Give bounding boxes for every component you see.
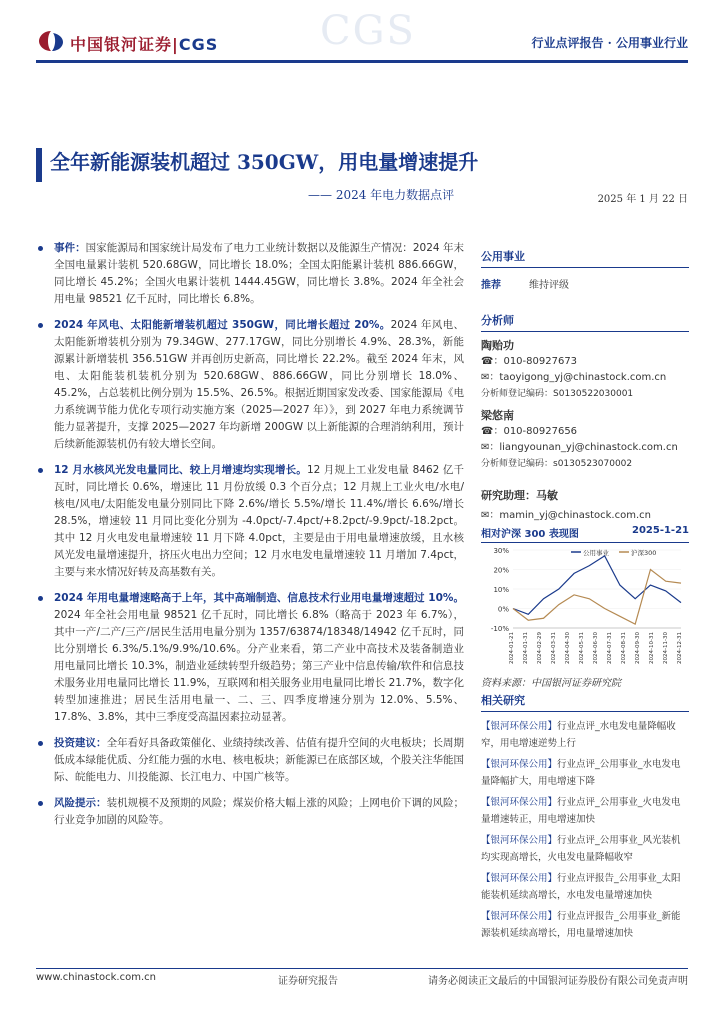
related-tag: 【银河环保公用】 bbox=[481, 759, 558, 770]
rating-label: 推荐 bbox=[481, 280, 501, 291]
chart-x-tick-label: 2024-06-30 bbox=[593, 632, 599, 664]
relative-performance-chart bbox=[481, 542, 689, 670]
chart-x-tick-label: 2024-05-31 bbox=[579, 632, 585, 664]
related-title: 行业点评报告_公用事业_太阳能装机延续高增长，水电发电量增速加快 bbox=[481, 873, 681, 901]
analyst-card bbox=[481, 408, 689, 472]
analyst-header: 分析师 bbox=[481, 312, 689, 332]
related-title: 行业点评_公用事业_火电发电量增速转正，用电增速加快 bbox=[481, 797, 681, 825]
related-title: 行业点评_公用事业_风光装机均实现高增长，火电发电量降幅收窄 bbox=[481, 835, 681, 863]
related-link[interactable] bbox=[481, 832, 689, 866]
brand-logo-text bbox=[70, 32, 218, 55]
paragraph-text: 全年看好具备政策催化、业绩持续改善、估值有提升空间的火电板块；长周期低成本绿能优质、分红能力强的水电、核电板块；新能源已在底部区域，个股关注华能国际、皖能电力、川投能源、长江电力、中国广核等。 bbox=[54, 737, 465, 783]
footer-center: 证券研究报告 bbox=[278, 976, 338, 987]
related-tag: 【银河环保公用】 bbox=[481, 835, 558, 846]
paragraph-heading: 12 月水核风光发电量同比、较上月增速均实现增长。 bbox=[54, 464, 307, 476]
analyst-name: 梁悠南 bbox=[481, 409, 514, 422]
chart-x-tick-label: 2024-12-31 bbox=[677, 632, 683, 664]
paragraph-text: 2024 年风电、太阳能新增装机分别为 79.34GW、277.17GW，同比分别增长 4.9%、28.3%，新能源累计新增装机 356.51GW 并再创历史新高，同比增长 22.2%。截至 2024 年末，风电、太阳能装机装机分别为 520.68GW、886.66GW，同比分别增长 18.0%、45.2%，占总装机比例分别为 15.5%、26.5%。根据近期国家发改委、国家能源局《电力系统调节能力优化专项行动实施方案（2025—2027 年）》，到 2027 年电力系统调节能力显著提升，支撑 2025—2027 年均新增 200GW 以上新能源的合理消纳利用，预计后续新能源装机仍有较大增长空间。 bbox=[54, 319, 464, 450]
report-subtitle: —— 2024 年电力数据点评 bbox=[308, 188, 455, 202]
analyst-cert: 分析师登记编码：S0130522030001 bbox=[481, 389, 634, 399]
header-divider bbox=[36, 60, 688, 63]
assistant-name: 研究助理：马敏 bbox=[481, 489, 558, 502]
chart-x-tick-label: 2024-01-31 bbox=[523, 632, 529, 664]
footer-divider bbox=[36, 968, 688, 969]
body-paragraph bbox=[54, 462, 464, 581]
chart-legend-label: 公用事业 bbox=[583, 549, 609, 557]
related-title: 行业点评_公用事业_水电发电量降幅扩大，用电增速下降 bbox=[481, 759, 681, 787]
bullet-icon bbox=[38, 801, 43, 806]
analyst-card bbox=[481, 338, 689, 402]
paragraph-heading: 2024 年风电、太阳能新增装机超过 350GW，同比增长超过 20%。 bbox=[54, 319, 391, 331]
cgs-logo-icon bbox=[38, 30, 64, 52]
assistant-email[interactable]: ✉：mamin_yj@chinastock.com.cn bbox=[481, 510, 651, 521]
brand-name: 中国银河证券 bbox=[70, 35, 173, 54]
chart-header bbox=[481, 525, 689, 543]
chart-y-tick-label: -10% bbox=[490, 625, 509, 633]
chart-date: 2025-1-21 bbox=[631, 525, 689, 536]
chart-y-tick-label: 0% bbox=[497, 605, 509, 614]
industry-title: 公用事业 bbox=[481, 248, 689, 268]
body-paragraph bbox=[54, 240, 464, 308]
chart-series-line bbox=[513, 570, 681, 625]
bullet-icon bbox=[38, 323, 43, 328]
analyst-phone: ☎：010-80927673 bbox=[481, 356, 578, 367]
report-date: 2025 年 1 月 22 日 bbox=[597, 194, 688, 205]
bullet-icon bbox=[38, 468, 43, 473]
brand-en: CGS bbox=[178, 35, 219, 54]
footer-url[interactable]: www.chinastock.com.cn bbox=[36, 972, 156, 983]
title-accent-bar bbox=[36, 148, 42, 182]
related-link[interactable] bbox=[481, 794, 689, 828]
bullet-icon bbox=[38, 596, 43, 601]
related-link[interactable] bbox=[481, 718, 689, 752]
analyst-email[interactable]: ✉：liangyounan_yj@chinastock.com.cn bbox=[481, 442, 678, 453]
paragraph-text: 2024 年全社会用电量 98521 亿千瓦时，同比增长 6.8%（略高于 2023 年 6.7%），其中一产/二产/三产/居民生活用电量分别为 1357/63874/18348/14942 亿千瓦时，同比分别增长 6.3%/5.1%/9.9%/10.6%。分产业来看，第二产业中高技术及装备制造业用电量同比增长 10.3%，制造业延续转型升级趋势；第三产业中信息传输/软件和信息技术服务业用电量同比增长 11.9%，互联网和相关服务业用电量同比增长 21.7%，数字化转型加速推进；居民生活用电量一、二、三、四季度增速分别为 12.0%、5.5%、17.8%、3.8%，其中三季度受高温因素拉动显著。 bbox=[54, 609, 464, 723]
related-tag: 【银河环保公用】 bbox=[481, 911, 558, 922]
chart-x-tick-label: 2024-10-31 bbox=[649, 632, 655, 664]
chart-x-tick-label: 2024-08-31 bbox=[621, 632, 627, 664]
chart-x-tick-label: 2024-01-21 bbox=[509, 632, 515, 664]
report-type: 行业点评报告 · 公用事业行业 bbox=[531, 36, 688, 50]
chart-x-tick-label: 2024-11-30 bbox=[663, 632, 669, 664]
paragraph-text: 国家能源局和国家统计局发布了电力工业统计数据以及能源生产情况：2024 年末全国电量累计装机 520.68GW，同比增长 18.0%；全国太阳能累计装机 886.66GW，同比增长 45.2%；全国火电累计装机 1444.45GW，同比增长 3.8%。2024 年全社会用电量 98521 亿千瓦时，同比增长 6.8%。 bbox=[54, 242, 465, 305]
chart-series-line bbox=[513, 556, 681, 615]
chart-x-tick-label: 2024-07-31 bbox=[607, 632, 613, 664]
rating-row bbox=[481, 276, 689, 291]
paragraph-text: 装机规模不及预期的风险；煤炭价格大幅上涨的风险；上网电价下调的风险；行业竞争加剧的风险等。 bbox=[54, 797, 465, 826]
chart-legend-label: 沪深300 bbox=[631, 549, 657, 557]
related-tag: 【银河环保公用】 bbox=[481, 797, 558, 808]
related-title: 行业点评_水电发电量降幅收窄，用电增速逆势上行 bbox=[481, 721, 676, 749]
chart-y-tick-label: 30% bbox=[493, 547, 509, 555]
analyst-phone: ☎：010-80927656 bbox=[481, 426, 578, 437]
analyst-email[interactable]: ✉：taoyigong_yj@chinastock.com.cn bbox=[481, 372, 667, 383]
bullet-icon bbox=[38, 246, 43, 251]
paragraph-heading: 事件： bbox=[54, 242, 86, 254]
analyst-section bbox=[481, 312, 689, 524]
body-paragraph bbox=[54, 590, 464, 726]
chart-y-tick-label: 20% bbox=[493, 566, 509, 575]
body-paragraph bbox=[54, 795, 464, 829]
bullet-icon bbox=[38, 741, 43, 746]
footer-disclaimer: 请务必阅读正文最后的中国银河证券股份有限公司免责声明 bbox=[428, 976, 688, 987]
report-title: 全年新能源装机超过 350GW，用电量增速提升 bbox=[50, 150, 479, 174]
paragraph-heading: 2024 年用电量增速略高于上年，其中高端制造、信息技术行业用电量增速超过 10%。 bbox=[54, 592, 464, 604]
chart-x-tick-label: 2024-03-31 bbox=[551, 632, 557, 664]
chart-x-tick-label: 2024-04-30 bbox=[565, 632, 571, 664]
paragraph-heading: 投资建议： bbox=[54, 737, 107, 749]
industry-section bbox=[481, 248, 689, 291]
related-tag: 【银河环保公用】 bbox=[481, 721, 558, 732]
assistant-card bbox=[481, 488, 689, 524]
related-link[interactable] bbox=[481, 870, 689, 904]
paragraph-text: 12 月规上工业发电量 8462 亿千瓦时，同比增长 0.6%，增速比 11 月份放缓 0.3 个百分点；12 月规上工业火电/水电/核电/风电/太阳能发电量分别同比下降 2.6%/增长 5.5%/增长 11.4%/增长 6.6%/增长 28.5%，增速较 11 月同比变化分别为 -4.0pct/-7.4pct/+8.2pct/-9.9pct/-18.2pct。其中 12 月火电发电量增速较 11 月下降 4.0pct，主要是由于用电量增速放缓，且水核风光发电量增速提升，挤压火电出力空间；12 月水电发电量增速较 11 月增加 7.4pct，主要与来水情况好转及高基数有关。 bbox=[54, 464, 464, 578]
related-header: 相关研究 bbox=[481, 692, 689, 712]
report-body bbox=[54, 240, 464, 838]
chart-source: 资料来源：中国银河证券研究院 bbox=[481, 678, 621, 689]
chart-y-tick-label: 10% bbox=[493, 586, 509, 594]
analyst-name: 陶贻功 bbox=[481, 339, 514, 352]
related-list bbox=[481, 718, 689, 942]
related-tag: 【银河环保公用】 bbox=[481, 873, 558, 884]
chart-x-tick-label: 2024-02-29 bbox=[537, 632, 543, 664]
rating-value: 维持评级 bbox=[529, 280, 569, 291]
chart-x-tick-label: 2024-09-30 bbox=[635, 632, 641, 664]
related-section bbox=[481, 692, 689, 946]
related-title: 行业点评报告_公用事业_新能源装机延续高增长，用电量增速加快 bbox=[481, 911, 681, 939]
header-watermark: CGS bbox=[320, 8, 416, 54]
body-paragraph bbox=[54, 317, 464, 453]
related-link[interactable] bbox=[481, 908, 689, 942]
brand-divider: | bbox=[172, 35, 179, 54]
related-link[interactable] bbox=[481, 756, 689, 790]
chart-title: 相对沪深 300 表现图 bbox=[481, 529, 579, 540]
paragraph-heading: 风险提示： bbox=[54, 797, 107, 809]
body-paragraph bbox=[54, 735, 464, 786]
analyst-cert: 分析师登记编码：s0130523070002 bbox=[481, 459, 633, 469]
